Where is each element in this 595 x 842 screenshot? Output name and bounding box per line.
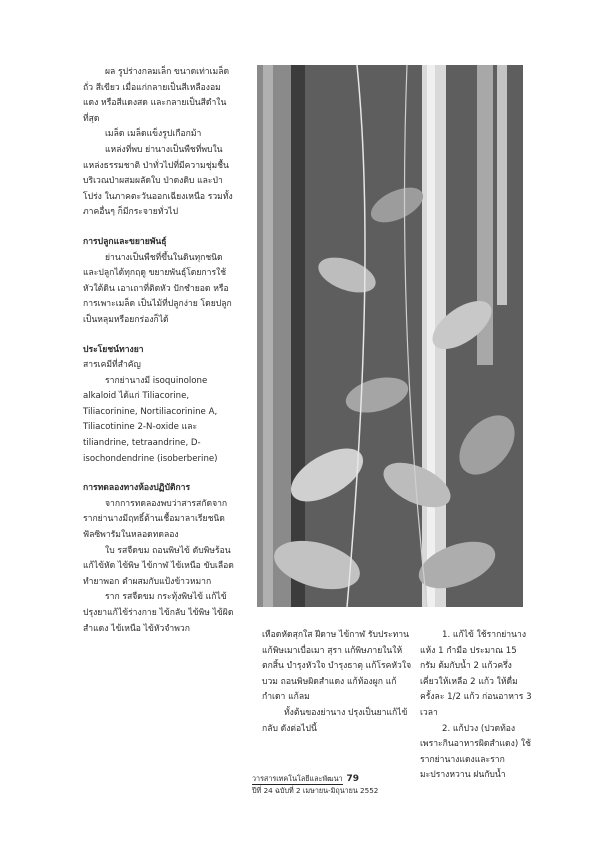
chemicals-subheading: สารเคมีที่สำคัญ <box>83 360 141 371</box>
root-paragraph: ราก รสจืดขม กระทุ้งพิษไข้ แก้ไข้ ปรุงยาแก้ไข้ร่างกาย ไข้กลับ ไข้พิษ ไข้ผิดสำแดง ไข้เหนือ ไข้หัวจำพวก <box>83 592 234 634</box>
left-column <box>83 65 235 637</box>
publication-name: วารสารเทคโนโลยีและพัฒนา <box>252 774 343 783</box>
middle-column <box>262 628 412 737</box>
stomach-recipe-paragraph: 2. แก้ปวง (ปวดท้องเพราะกินอาหารผิดสำแดง) ใช้รากย่านางแดงและรากมะปรางหวาน ฝนกับน้ำ <box>420 723 531 781</box>
medicinal-heading: ประโยชน์ทางยา <box>83 344 144 355</box>
leaf-paragraph: ใบ รสจืดขม ถอนพิษไข้ ดับพิษร้อน แก้ไข้หัด ไข้พิษ ไข้กาฬ ไข้เหนือ ขับเลือด ทำยาพอก ตำผสมกับแป้งข้าวหมาก <box>83 545 234 587</box>
lab-paragraph: จากการทดลองพบว่าสารสกัดจากรากย่านางมีฤทธิ์ต้านเชื้อมาลาเรียชนิด ฟัลซิพารัมในหลอดทดลอง <box>83 498 228 541</box>
seed-paragraph: เมล็ด เมล็ดแข็งรูปเกือกม้า <box>105 129 202 140</box>
yanang-plant-photo <box>257 65 523 607</box>
fruit-paragraph: ผล รูปร่างกลมเล็ก ขนาดเท่าเมล็ดถั่ว สีเขียว เมื่อแก่กลายเป็นสีเหลืองอมแดง หรือสีแดงสด และกลายเป็นสีดำในที่สุด <box>83 67 230 124</box>
planting-paragraph: ย่านางเป็นพืชที่ขึ้นในดินทุกชนิด และปลูกได้ทุกฤดู ขยายพันธุ์โดยการใช้หัวใต้ดิน เอาเถาที่ติดหัว ปักชำยอด หรือการเพาะเมล็ด เป็นไม้ที่ปลูกง่าย โดยปลูกเป็นหลุมหรือยกร่องก็ได้ <box>83 252 232 325</box>
issue-info: ปีที่ 24 ฉบับที่ 2 เมษายน-มิถุนายน 2552 <box>252 786 379 795</box>
habitat-paragraph: แหล่งที่พบ ย่านางเป็นพืชที่พบในแหล่งธรรมชาติ ป่าทั่วไปที่มีความชุ่มชื้น บริเวณป่าผสมผลัดใบ ป่าดงดิบ และป่าโปร่ง ในภาคตะวันออกเฉียงเหนือ รวมทั้งภาคอื่นๆ ก็มีกระจายทั่วไป <box>83 144 233 218</box>
plant-photo-drawing <box>257 65 523 607</box>
uses-paragraph: เหือดหัดสุกใส ฝีดาษ ไข้กาฬ รับประทานแก้พิษเมาเบื่อเมา สุรา แก้พิษภายในให้ตกสิ้น บำรุงหัวใจ บำรุงธาตุ แก้โรคหัวใจบวม ถอนพิษผิดสำแดง แก้ท้องผูก แก้กำเดา แก้ลม <box>262 630 412 703</box>
alkaloid-paragraph: รากย่านางมี isoquinolone alkaloid ได้แก่ Tiliacorine, Tiliacorinine, Nortiliacorinine A, Tiliacotinine 2-N-oxide และ tiliandrine, tetraandrine, D-isochondendrine (isoberberine) <box>83 375 218 464</box>
page-number: 79 <box>346 774 360 784</box>
right-column <box>420 628 532 784</box>
planting-heading: การปลูกและขยายพันธุ์ <box>83 236 167 247</box>
page-footer <box>252 773 392 796</box>
fever-recipe-paragraph: 1. แก้ไข้ ใช้รากย่านางแห้ง 1 กำมือ ประมาณ 15 กรัม ต้มกับน้ำ 2 แก้วครึ่ง เคี่ยวให้เหลือ 2 แก้ว ให้ดื่มครั้งละ 1/2 แก้ว ก่อนอาหาร 3 เวลา <box>420 630 532 718</box>
whole-plant-paragraph: ทั้งต้นของย่านาง ปรุงเป็นยาแก้ไข้กลับ ดังต่อไปนี้ <box>262 707 408 734</box>
lab-heading: การทดลองทางห้องปฏิบัติการ <box>83 483 191 494</box>
